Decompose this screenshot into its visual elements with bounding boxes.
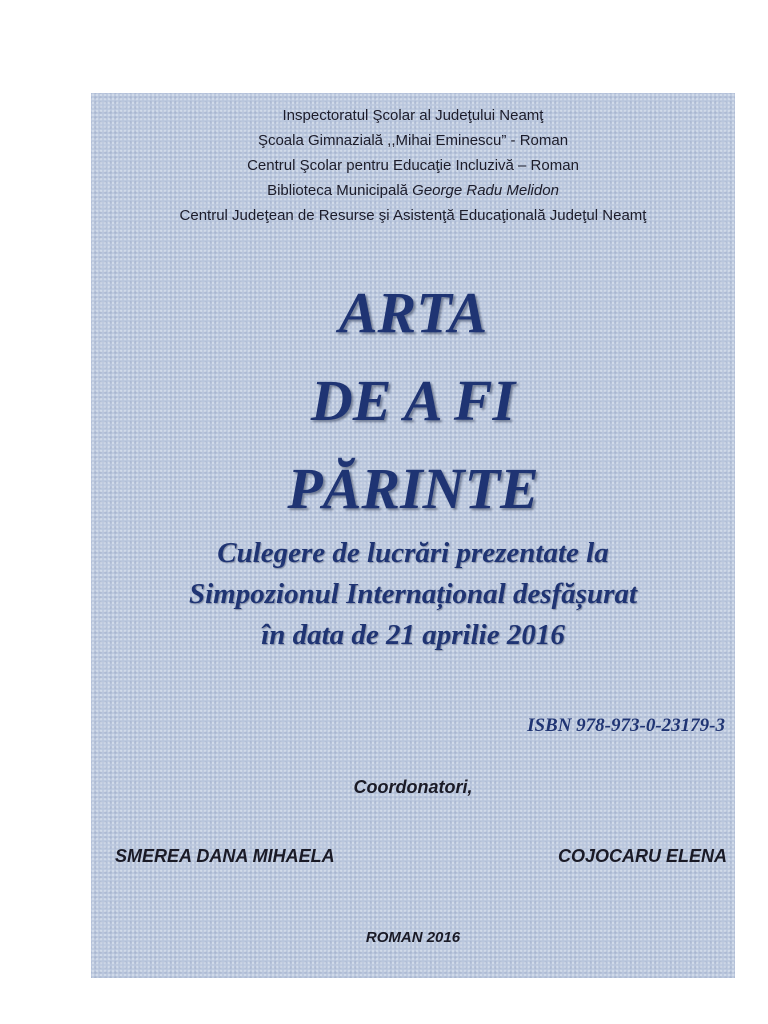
institution-text: Biblioteca Municipală bbox=[267, 182, 413, 199]
institution-line: Şcoala Gimnazială ,,Mihai Eminescu” - Roman bbox=[257, 132, 569, 149]
isbn: ISBN 978-973-0-23179-3 bbox=[527, 715, 725, 736]
coordinator-name: COJOCARU ELENA bbox=[557, 846, 727, 866]
subtitle-line: Culegere de lucrări prezentate la bbox=[217, 537, 609, 569]
institution-line: Centrul Judeţean de Resurse şi Asistenţă Educaţională Judeţul Neamţ bbox=[179, 207, 647, 224]
place-year: ROMAN 2016 bbox=[365, 929, 461, 946]
institutions-block bbox=[91, 103, 735, 228]
book-cover bbox=[91, 93, 735, 978]
subtitle-line: Simpozionul Internațional desfășurat bbox=[188, 578, 638, 610]
institution-line bbox=[91, 178, 735, 203]
book-title bbox=[91, 269, 735, 533]
title-line: DE A FI bbox=[310, 368, 516, 433]
library-name: George Radu Melidon bbox=[412, 182, 559, 199]
title-line: ARTA bbox=[338, 280, 488, 345]
institution-line: Centrul Şcolar pentru Educaţie Incluzivă – Roman bbox=[247, 157, 579, 174]
coordinator-name: SMEREA DANA MIHAELA bbox=[115, 846, 335, 866]
title-line: PĂRINTE bbox=[287, 456, 539, 521]
book-subtitle bbox=[91, 533, 735, 656]
institution-line: Inspectoratul Şcolar al Judeţului Neamţ bbox=[282, 107, 544, 124]
subtitle-line: în data de 21 aprilie 2016 bbox=[261, 619, 565, 651]
coordinators-label: Coordonatori, bbox=[353, 777, 473, 797]
